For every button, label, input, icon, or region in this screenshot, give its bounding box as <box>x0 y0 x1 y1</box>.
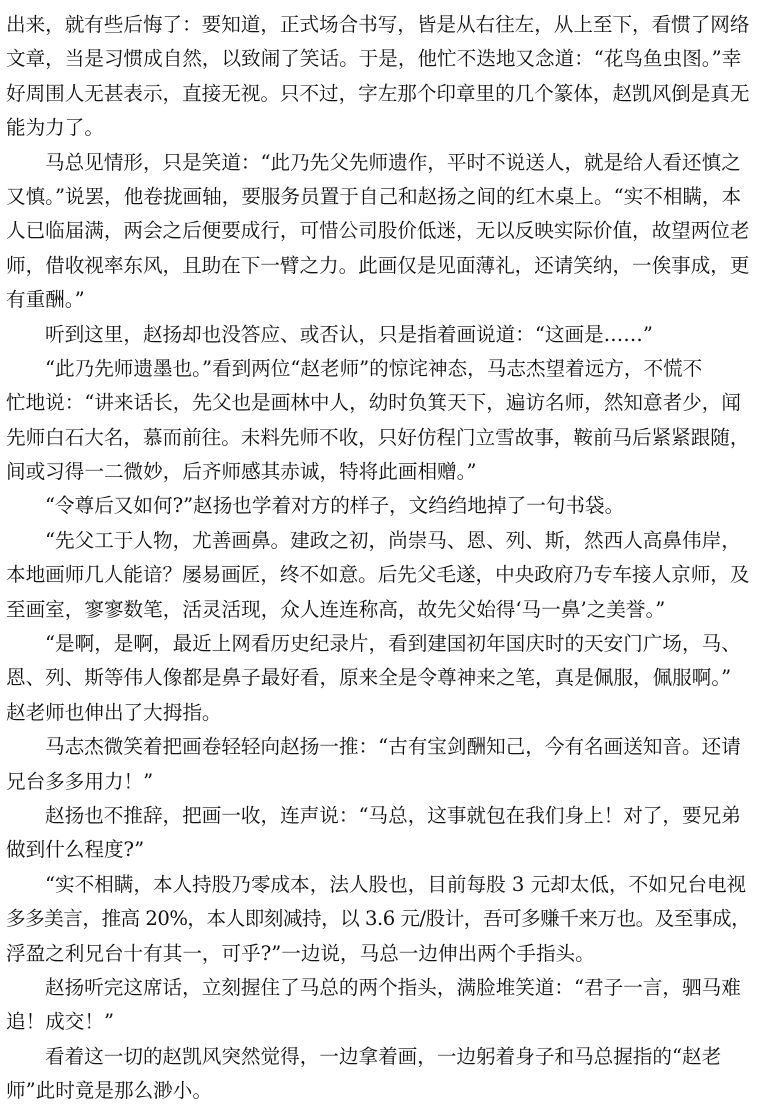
paragraph <box>6 524 750 627</box>
text-line: “此乃先师遗墨也。”看到两位“赵老师”的惊诧神态，马志杰望着远方，不慌不 <box>45 356 703 380</box>
paragraph <box>6 489 750 523</box>
text-line: 师”此时竟是那么渺小。 <box>6 1079 212 1103</box>
text-line: 恩、列、斯等伟人像都是鼻子最好看，原来全是令尊神来之笔，真是佩服，佩服啊。” <box>6 666 732 690</box>
text-line: 马总见情形，只是笑道：“此乃先父先师遗作，平时不说送人，就是给人看还慎之 <box>45 150 741 174</box>
text-line: 本地画师几人能谙？屡易画匠，终不如意。后先父毛遂，中央政府乃专车接人京师，及 <box>6 563 750 587</box>
paragraph <box>6 730 750 799</box>
paragraph <box>6 799 750 868</box>
text-line: 人已临届满，两会之后便要成行，可惜公司股价低迷，无以反映实际价值，故望两位老 <box>6 219 750 243</box>
text-line: “先父工于人物，尤善画鼻。建政之初，尚崇马、恩、列、斯，然西人高鼻伟岸， <box>45 528 741 552</box>
text-line: 能为力了。 <box>6 116 104 140</box>
paragraph <box>6 318 750 352</box>
text-line: “实不相瞒，本人持股乃零成本，法人股也，目前每股 3 元却太低，不如兄台电视 <box>45 872 747 896</box>
text-line: 看着这一切的赵凯风突然觉得，一边拿着画，一边躬着身子和马总握指的“赵老 <box>45 1044 722 1068</box>
paragraph <box>6 868 750 971</box>
text-line: 兄台多多用力！” <box>6 769 154 793</box>
text-line: 先师白石大名，慕而前往。未料先师不收，只好仿程门立雪故事，鞍前马后紧紧跟随， <box>6 425 750 449</box>
text-line: 做到什么程度?” <box>6 838 145 862</box>
text-line: 又慎。”说罢，他卷拢画轴，要服务员置于自己和赵扬之间的红木桌上。“实不相瞒，本 <box>6 184 742 208</box>
text-line: 出来，就有些后悔了：要知道，正式场合书写，皆是从右往左，从上至下，看惯了网络 <box>6 13 750 36</box>
paragraph <box>6 8 750 146</box>
paragraph <box>6 146 750 318</box>
text-line: 有重酬。” <box>6 288 85 312</box>
text-line: 至画室，寥寥数笔，活灵活现，众人连连称高，故先父始得‘马一鼻’之美誉。” <box>6 597 666 621</box>
paragraph <box>6 971 750 1040</box>
text-line: “令尊后又如何?”赵扬也学着对方的样子，文绉绉地掉了一句书袋。 <box>45 494 625 518</box>
text-line: 听到这里，赵扬却也没答应、或否认，只是指着画说道：“这画是……” <box>45 322 653 346</box>
text-line: 间或习得一二微妙，后齐师感其赤诚，特将此画相赠。” <box>6 460 477 484</box>
text-line: 师，借收视率东风，且助在下一臂之力。此画仅是见面薄礼，还请笑纳，一俟事成，更 <box>6 253 750 277</box>
text-line: 文章，当是习惯成自然，以致闹了笑话。于是，他忙不迭地又念道：“花鸟鱼虫图。”幸 <box>6 47 742 71</box>
text-line: “是啊，是啊，最近上网看历史纪录片，看到建国初年国庆时的天安门广场，马、 <box>45 632 741 656</box>
text-line: 浮盈之利兄台十有其一，可乎?”一边说，马总一边伸出两个手指头。 <box>6 941 595 965</box>
text-line: 忙地说：“讲来话长，先父也是画林中人，幼时负箕天下，遍访名师，然知意者少，闻 <box>6 391 741 415</box>
text-line: 多多美言，推高 20%，本人即刻减持，以 3.6 元/股计，吾可多赚千来万也。及至事成， <box>6 907 750 931</box>
paragraph <box>6 352 750 490</box>
paragraph <box>6 1040 750 1109</box>
text-line: 马志杰微笑着把画卷轻轻向赵扬一推：“古有宝剑酬知己，今有名画送知音。还请 <box>45 735 741 759</box>
text-line: 好周围人无甚表示，直接无视。只不过，字左那个印章里的几个篆体，赵凯风倒是真无 <box>6 81 750 105</box>
paragraph <box>6 627 750 730</box>
text-line: 赵老师也伸出了大拇指。 <box>6 700 222 724</box>
text-line: 追！成交！” <box>6 1010 114 1034</box>
text-line: 赵扬也不推辞，把画一收，连声说：“马总，这事就包在我们身上！对了，要兄弟 <box>45 803 741 827</box>
text-line: 赵扬听完这席话，立刻握住了马总的两个指头，满脸堆笑道：“君子一言，驷马难 <box>45 975 741 999</box>
